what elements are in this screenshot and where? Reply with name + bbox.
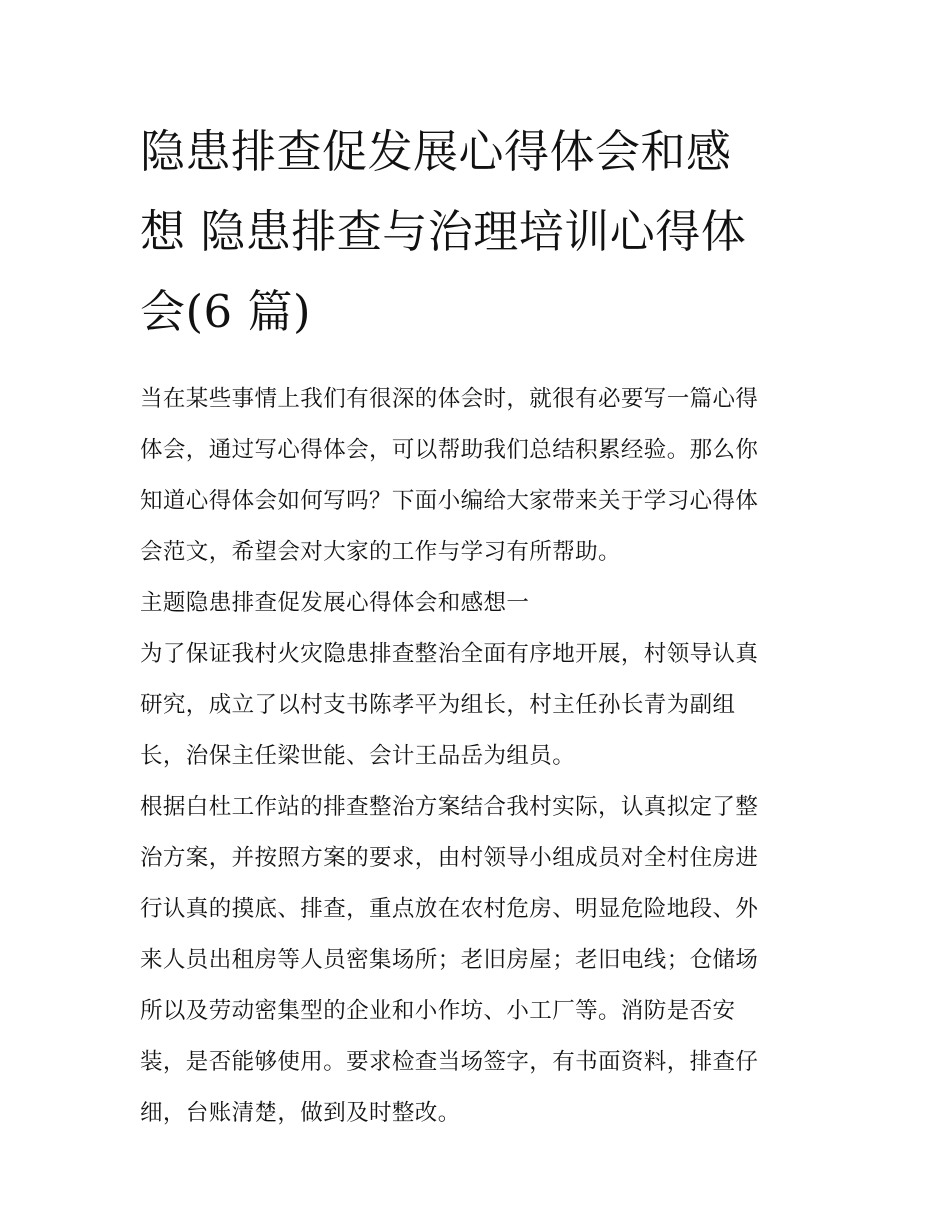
section-heading <box>140 578 812 629</box>
body-paragraph <box>140 629 812 782</box>
text-line: 知道心得体会如何写吗？下面小编给大家带来关于学习心得体 <box>140 488 759 514</box>
title-line: 隐患排查促发展心得体会和感 <box>140 125 732 178</box>
text-line: 会范文，希望会对大家的工作与学习有所帮助。 <box>140 539 621 565</box>
document-body <box>140 374 812 1139</box>
text-line: 根据白杜工作站的排查整治方案结合我村实际，认真拟定了整 <box>140 794 759 820</box>
text-line: 所以及劳动密集型的企业和小作坊、小工厂等。消防是否安 <box>140 998 736 1024</box>
text-line: 为了保证我村火灾隐患排查整治全面有序地开展，村领导认真 <box>140 641 759 667</box>
text-line: 主题隐患排查促发展心得体会和感想一 <box>140 590 530 616</box>
title-line: 会(6 篇) <box>140 285 312 338</box>
text-line: 当在某些事情上我们有很深的体会时，就很有必要写一篇心得 <box>140 386 759 412</box>
text-line: 装，是否能够使用。要求检查当场签字，有书面资料，排查仔 <box>140 1049 759 1075</box>
text-line: 行认真的摸底、排查，重点放在农村危房、明显危险地段、外 <box>140 896 759 922</box>
text-line: 细，台账清楚，做到及时整改。 <box>140 1100 461 1126</box>
text-line: 治方案，并按照方案的要求，由村领导小组成员对全村住房进 <box>140 845 759 871</box>
text-line: 长，治保主任梁世能、会计王品岳为组员。 <box>140 743 576 769</box>
document-title <box>140 112 812 352</box>
text-line: 来人员出租房等人员密集场所；老旧房屋；老旧电线；仓储场 <box>140 947 759 973</box>
document-content <box>140 112 812 1139</box>
text-line: 研究，成立了以村支书陈孝平为组长，村主任孙长青为副组 <box>140 692 736 718</box>
body-paragraph <box>140 782 812 1139</box>
title-line: 想 隐患排查与治理培训心得体 <box>140 205 747 258</box>
intro-paragraph <box>140 374 812 578</box>
text-line: 体会，通过写心得体会，可以帮助我们总结积累经验。那么你 <box>140 437 759 463</box>
